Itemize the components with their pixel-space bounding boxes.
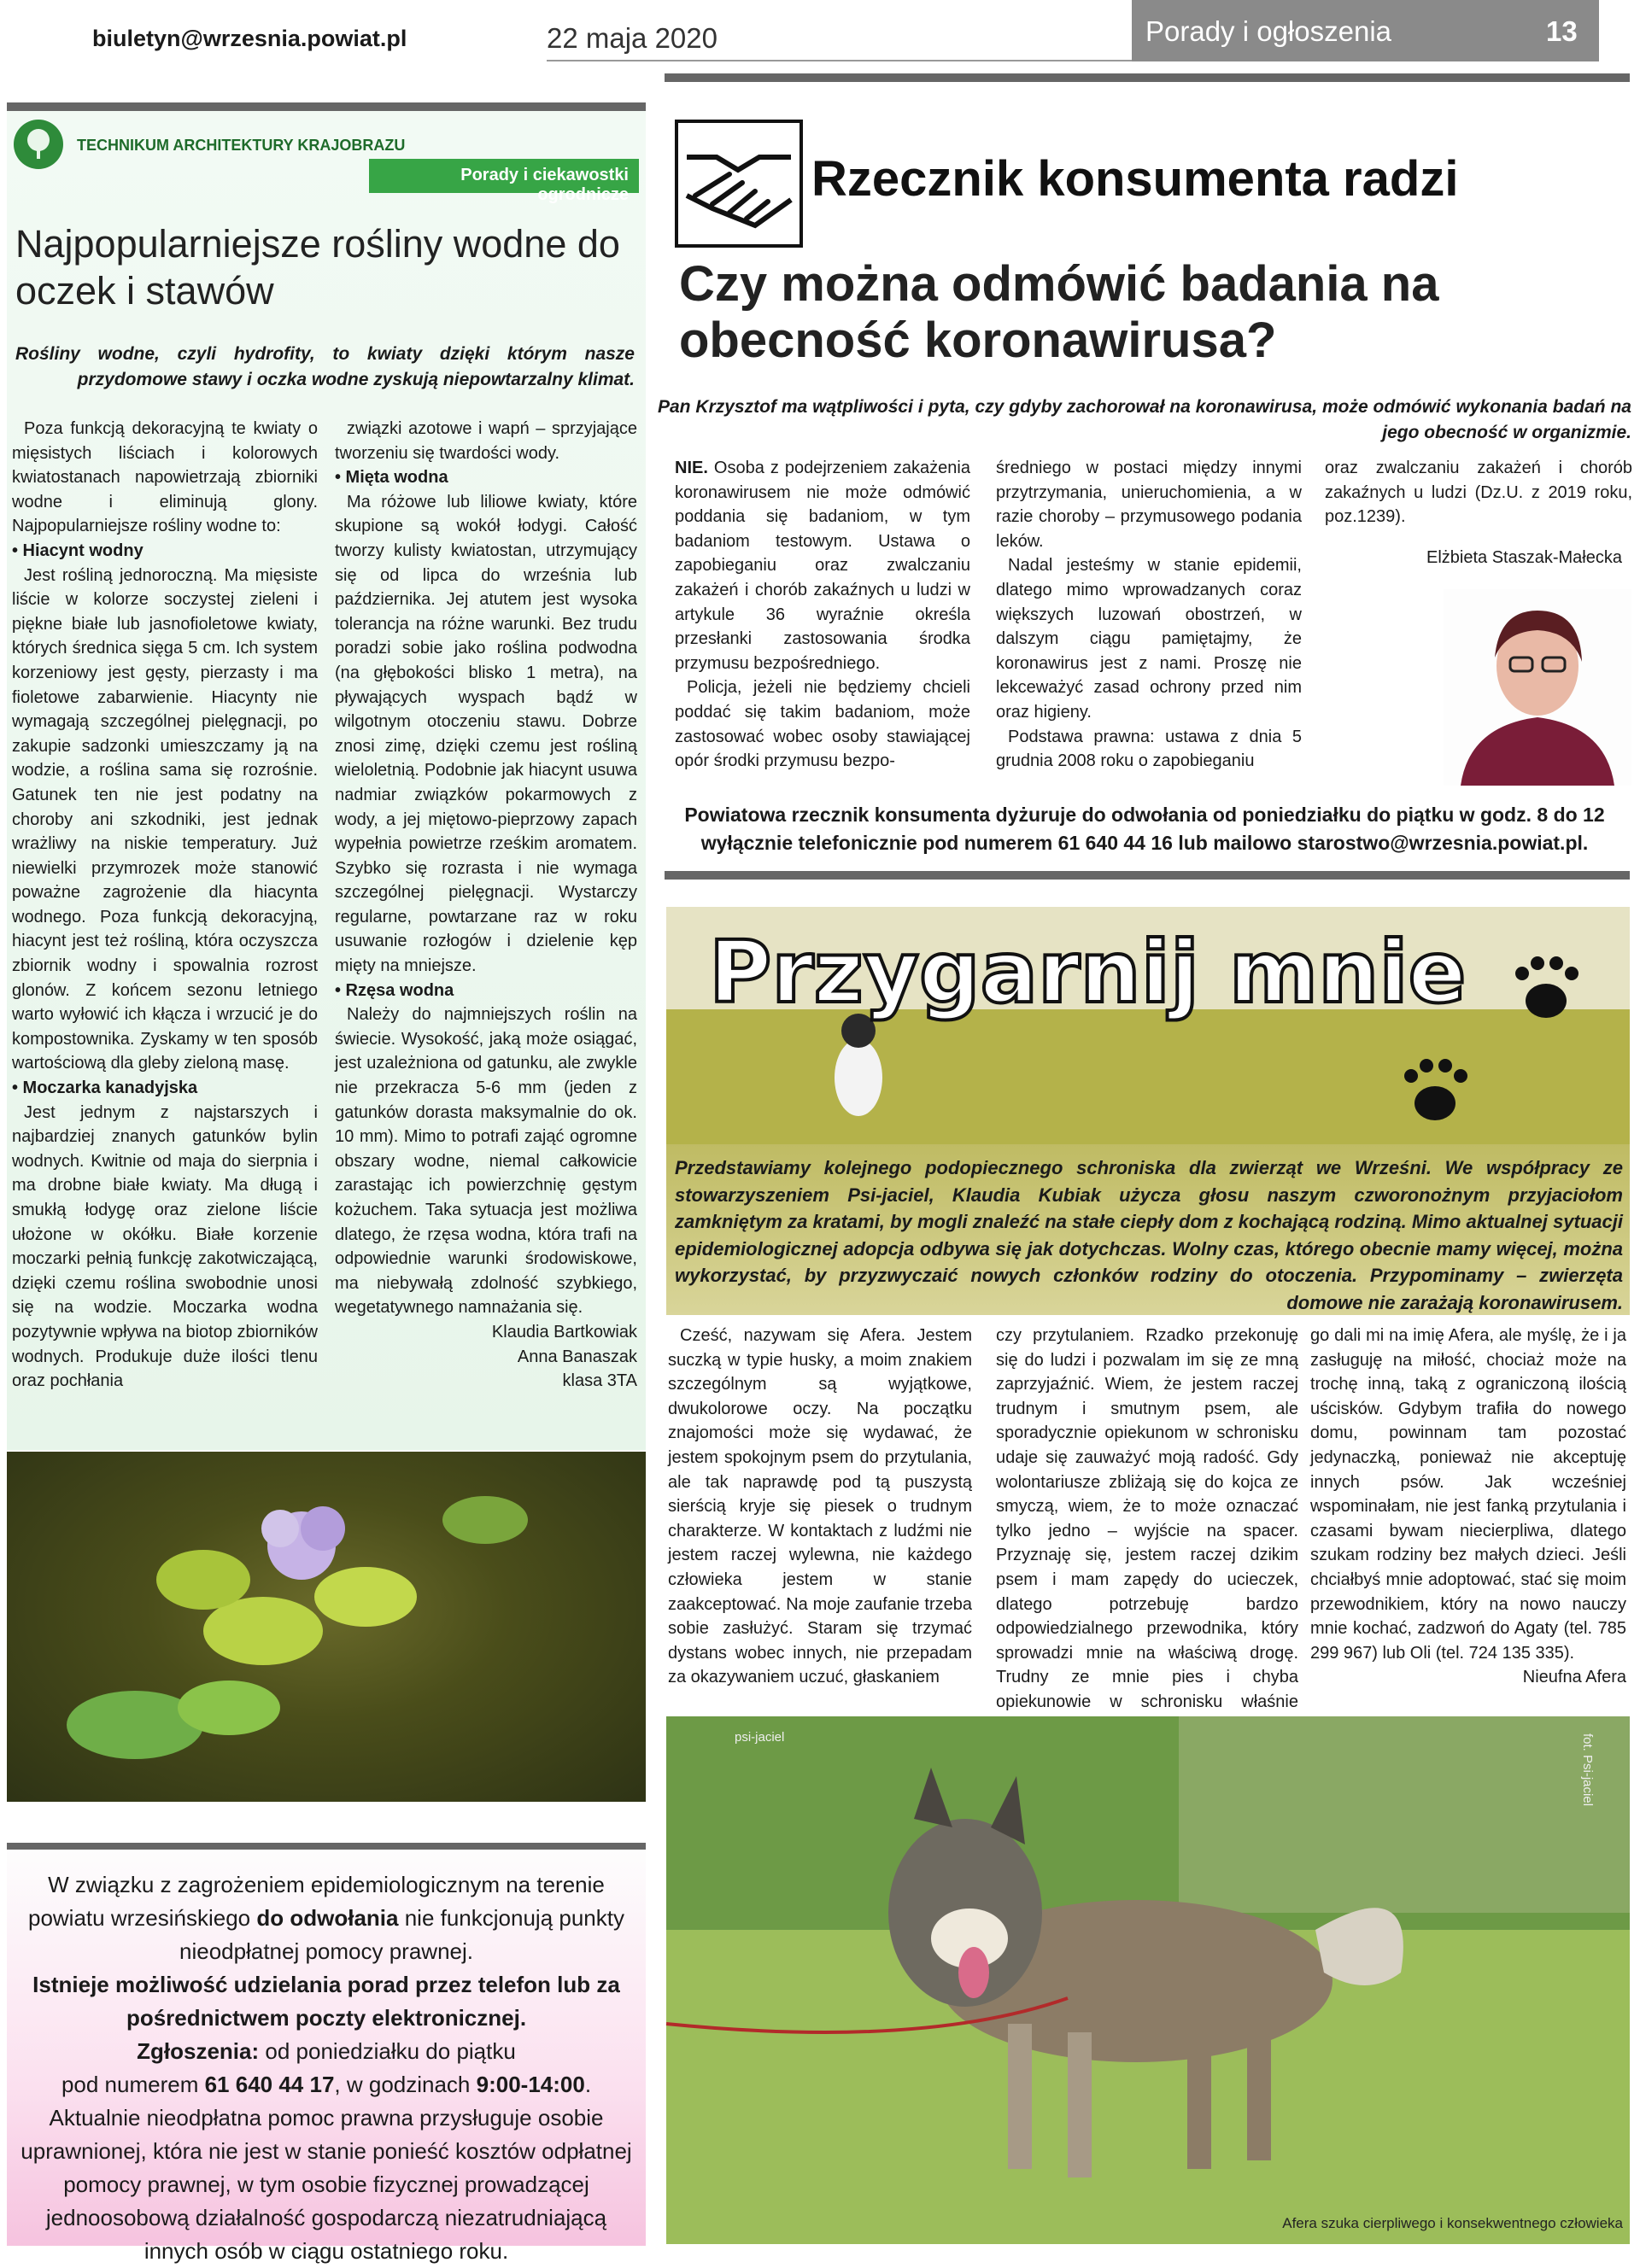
school-tree-logo-icon [14, 120, 63, 169]
consumer-author: Elżbieta Staszak-Małecka [1426, 548, 1622, 567]
paragraph: Ma różowe lub liliowe kwiaty, które skupione są wokół łodygi. Całość tworzy kulisty kwiatostan, utrzymujący się od lipca do września lub października. Jej atutem jest wysoka tolerancja na różne warunki. Bez trudu poradzi sobie jako roślina podwodna (na głębokości blisko 1 metra), na pływających wyspach bądź w wilgotnym otoczeniu stawu. Dobrze znosi zimę, dzięki czemu jest rośliną wieloletnią. Podobnie jak hiacynt usuwa nadmiar związków pokarmowych z wody, a jej miętowo-pieprzowy zapach wypełnia powietrze rześkim aromatem. Szybko się rozrasta i nie wymaga szczególnej pielęgnacji. Wystarczy regularne, powtarzane raz w roku usuwanie rozłogów i dzielenie kęp mięty na mniejsze. [335, 492, 637, 976]
legal-text: . [584, 2072, 592, 2097]
plants-article-title: Najpopularniejsze rośliny wodne do oczek i stawów [15, 222, 620, 313]
adoption-column-1 [668, 1324, 972, 1690]
adoption-lead: Przedstawiamy kolejnego podopiecznego schroniska dla zwierząt we Wrześni. We współpracy ze stowarzyszeniem Psi-jaciel, Klaudia Kubiak użycza głosu naszym czworonożnym przyjaciołom zamkniętym za kratami, by mogli znaleźć na stałe ciepły dom z kochającą rodziną. Mimo aktualnej sytuacji epidemiologicznej adopcja odbywa się jak dotychczas. Wolny czas, którego obecnie mamy więcej, można wykorzystać, by przyzwyczaić nowych członków rodziny do otoczenia. Przypominamy – zwierzęta domowe nie zarażają koronawirusem. [675, 1157, 1623, 1313]
subheading: • Moczarka kanadyjska [12, 1078, 198, 1098]
water-hyacinth-photo [7, 1452, 646, 1802]
legal-text: W związku z zagrożeniem epidemiologicznym na terenie powiatu wrzesińskiego [27, 1872, 605, 1931]
consumer-headline: Czy można odmówić badania na obecność koronawirusa? [679, 256, 1439, 368]
paragraph: czy przytulaniem. Rzadko przekonuję się do ludzi i pozwalam im się ze mną zaprzyjaźnić. Wiem, że jestem raczej trudnym i smutnym psem, ale sporadycznie opiekunom w schronisku udaje się zauważyć moją radość. Gdy wolontariusze zbliżają się do kojca ze smyczą, wiem, że to może oznaczać tylko jedno – wyjście na spacer. Przyznaję się, jestem raczej dzikim psem i mam zapędy do ucieczek, dlatego potrzebuję bardzo odpowiedzialnego przewodnika, który sprowadzi mnie na właściwą drogę. Trudny ze mnie pies i chyba opiekunowie w schronisku właśnie [996, 1326, 1298, 1711]
legal-paragraph: Aktualnie nieodpłatna pomoc prawna przysługuje osobie uprawnionej, która nie jest w stanie ponieść kosztów odpłatnej pomocy prawnej, w tym osobie fizycznej prowadzącej jednoosobową działalność gospodarczą niezatrudniającą innych osób w ciągu ostatniego roku. [20, 2105, 632, 2264]
legal-paragraph-bold: Istnieje możliwość udzielania porad przez telefon lub za pośrednictwem poczty elektronicznej. [32, 1972, 620, 2031]
header-section: Porady i ogłoszenia [1132, 0, 1599, 61]
husky-dog-photo [666, 1716, 1630, 2244]
photo-credit: fot. Psi-jaciel [1580, 1733, 1595, 1807]
legal-text: od poniedziałku do piątku [265, 2038, 516, 2064]
consumer-lead: Pan Krzysztof ma wątpliwości i pyta, czy gdyby zachorował na koronawirusa, może odmówić wykonania badań na jego obecność w organizmie. [658, 397, 1631, 442]
consumer-column-3 [1325, 456, 1632, 529]
adoption-column-2 [996, 1324, 1298, 1739]
legal-hours: 9:00-14:00 [476, 2072, 585, 2097]
plants-column-2 [335, 417, 637, 1394]
subheading: • Hiacynt wodny [12, 541, 144, 560]
consumer-office-hours: Powiatowa rzecznik konsumenta dyżuruje do odwołania od poniedziałku do piątku w godz. 8 do 12 wyłącznie telefonicznie pod numerem 61 640 44 16 lub mailowo starostwo@wrzesnia.powiat.pl. [684, 804, 1605, 854]
adoption-title: Przygarnij mnie [709, 922, 1467, 1022]
paragraph: go dali mi na imię Afera, ale myślę, że i ja zasługuję na miłość, chociaż może na trochę inną, taką z ograniczoną ilością uścisków. Gdybym trafiła do nowego domu, powinnam tam pozostać jedynaczką, ponieważ nie akceptuję innych psów. Jak wcześniej wspominałam, nie jest fanką przytulania i czasami bywam niecierpliwa, dlatego szukam rodziny bez małych dzieci. Jeśli chciałbyś mnie adoptować, stać się moim przewodnikiem, który na nowo nauczy mnie kochać, zadzwoń do Agaty (tel. 785 299 967) lub Oli (tel. 724 135 335). [1310, 1326, 1626, 1663]
adoption-signature: Nieufna Afera [1522, 1668, 1626, 1687]
answer-label: NIE. [675, 459, 708, 477]
legal-aid-notice [7, 1843, 646, 2264]
paragraph-text: Osoba z podejrzeniem zakażenia koronawirusem nie może odmówić poddania się badaniom, w tym badaniom testowym. Ustawa o zapobieganiu oraz zwalczaniu zakażeń i chorób zakaźnych u ludzi w artykule 36 wyraźnie określa przesłanki zastosowania środka przymusu bezpośredniego. [675, 459, 970, 673]
adoption-top-rule [665, 871, 1630, 880]
paragraph: Cześć, nazywam się Afera. Jestem suczką w typie husky, a moim znakiem szczególnym są wyjątkowe, dwukolorowe oczy. Na początku znajomości może się wydawać, że jestem spokojnym psem do przytulania, ale tak naprawdę pod tą puszystą sierścią kryje się piesek o trudnym charakterze. W kontaktach z ludźmi nie jestem raczej wylewna, nie każdego człowieka jestem w stanie zaakceptować. Na moje zaufanie trzeba sobie zasłużyć. Staram się trzymać dystans wobec innych, nie przepadam za okazywaniem uczuć, głaskaniem [668, 1326, 972, 1687]
legal-text-bold: Zgłoszenia: [137, 2038, 260, 2064]
category-badge: Porady i ciekawostki ogrodnicze [369, 159, 639, 193]
header-date: 22 maja 2020 [547, 22, 718, 54]
legal-text-bold: do odwołania [256, 1905, 399, 1931]
paragraph: Należy do najmniejszych roślin na świecie. Wysokość, jaką może osiągać, jest uzależniona od gatunku, ale zwykle nie przekracza 5-6 mm (jeden z gatunków dorasta maksymalnie do ok. 10 mm). Mimo to potrafi zająć ogromne obszary wodne, niemal całkowicie zarastając ich powierzchnię gęstym kożuchem. Taka sytuacja jest możliwa dlatego, że rzęsa wodna, która trafi na odpowiednie warunki środowiskowe, ma niebywałą zdolność szybkiego, wegetatywnego namnażania się. [335, 1005, 637, 1318]
paragraph: związki azotowe i wapń – sprzyjające tworzeniu się twardości wody. [335, 419, 637, 463]
consumer-top-rule [665, 73, 1630, 82]
consumer-column-1 [675, 456, 970, 774]
paragraph: Poza funkcją dekoracyjną te kwiaty o mięsistych liściach i kolorowych kwiatostanach napowietrzają zbiorniki wodne i eliminują glony. Najpopularniejsze rośliny wodne to: [12, 419, 318, 536]
paragraph: Jest rośliną jednoroczną. Ma mięsiste liście w kolorze soczystej zieleni i piękne białe lub jasnofioletowe kwiaty, których średnica sięga 5 cm. Ich system korzeniowy jest gęsty, pierzasty i ma fioletowe zabarwienie. Hiacynty nie wymagają szczególnej pielęgnacji, po zakupie sadzonki umieszczamy ją na wodzie, a roślina sama się rozrośnie. Gatunek ten nie jest podatny na choroby ani szkodniki, jest jednak wrażliwy na niskie temperatury. Już niewielki przymrozek może stanowić poważne zagrożenie dla hiacynta wodnego. Poza funkcją dekoracyjną, hiacynt jest też rośliną, która oczyszcza zbiornik wodny i spowalnia rozrost glonów. Z końcem sezonu letniego warto wyłowić ich kłącza i wrzucić je do kompostownika. Zyskamy w ten sposób wartościową dla gleby zieloną masę. [12, 565, 318, 1073]
consumer-section-title: Rzecznik konsumenta radzi [811, 151, 1459, 207]
paragraph: Nadal jesteśmy w stanie epidemii, dlatego mimo wprowadzanych coraz większych luzowań obostrzeń, w dalszym ciągu pamiętajmy, że koronawirus jest z nami. Proszę nie lekceważyć zasad ochrony przed nim oraz higieny. [996, 556, 1302, 722]
header-rule [547, 60, 1136, 61]
paragraph: oraz zwalczaniu zakażeń i chorób zakaźnych u ludzi (Dz.U. z 2019 roku, poz.1239). [1325, 459, 1632, 527]
legal-paragraph [15, 2068, 637, 2101]
paragraph: Jest jednym z najstarszych i najbardziej znanych gatunków bylin wodnych. Kwitnie od maja do sierpnia i ma drobne białe kwiaty. Ma długą i smukłą łodygę oraz zielone liście ułożone w okółku. Białe korzenie moczarki pełnią funkcję zakotwiczającą, dzięki czemu roślina swobodnie unosi się na wodzie. Moczarka wodna pozytywnie wpływa na biotop zbiorników wodnych. Produkuje duże ilości tlenu oraz pochłania [12, 1102, 318, 1391]
plants-column-1 [12, 417, 318, 1394]
paragraph: Policja, jeżeli nie będziemy chcieli poddać się takim badaniom, może zastosować wobec osoby stawiającej opór środki przymusu bezpo- [675, 678, 970, 771]
legal-text: , w godzinach [334, 2072, 471, 2097]
author-class: klasa 3TA [562, 1371, 637, 1391]
photo-credit: psi-jaciel [735, 1730, 785, 1745]
photo-caption: Afera szuka cierpliwego i konsekwentnego człowieka [1282, 2215, 1623, 2231]
handshake-icon [675, 120, 803, 248]
adoption-column-3 [1310, 1324, 1626, 1690]
subheading: • Mięta wodna [335, 468, 448, 488]
paragraph: średniego w postaci między innymi przytrzymania, unieruchomienia, a w razie choroby – przymusowego podania leków. [996, 459, 1302, 551]
subheading: • Rzęsa wodna [335, 980, 454, 1000]
plants-article-lead: Rośliny wodne, czyli hydrofity, to kwiaty dzięki którym nasze przydomowe stawy i oczka wodne zyskują niepowtarzalny klimat. [15, 344, 635, 389]
legal-paragraph [15, 2035, 637, 2068]
paragraph: Podstawa prawna: ustawa z dnia 5 grudnia 2008 roku o zapobieganiu [996, 727, 1302, 771]
author-portrait-photo [1444, 589, 1631, 786]
legal-phone: 61 640 44 17 [204, 2072, 335, 2097]
header-email: biuletyn@wrzesnia.powiat.pl [92, 26, 407, 51]
school-name: TECHNIKUM ARCHITEKTURY KRAJOBRAZU [77, 137, 406, 154]
consumer-column-2 [996, 456, 1302, 774]
author-signature: Klaudia Bartkowiak [491, 1322, 637, 1342]
legal-paragraph [15, 1868, 637, 1968]
page-number: 13 [1546, 15, 1578, 47]
paragraph [675, 456, 970, 675]
author-signature: Anna Banaszak [517, 1347, 637, 1366]
legal-text: nie funkcjonują punkty nieodpłatnej pomocy prawnej. [179, 1905, 624, 1964]
legal-text: pod numerem [61, 2072, 199, 2097]
